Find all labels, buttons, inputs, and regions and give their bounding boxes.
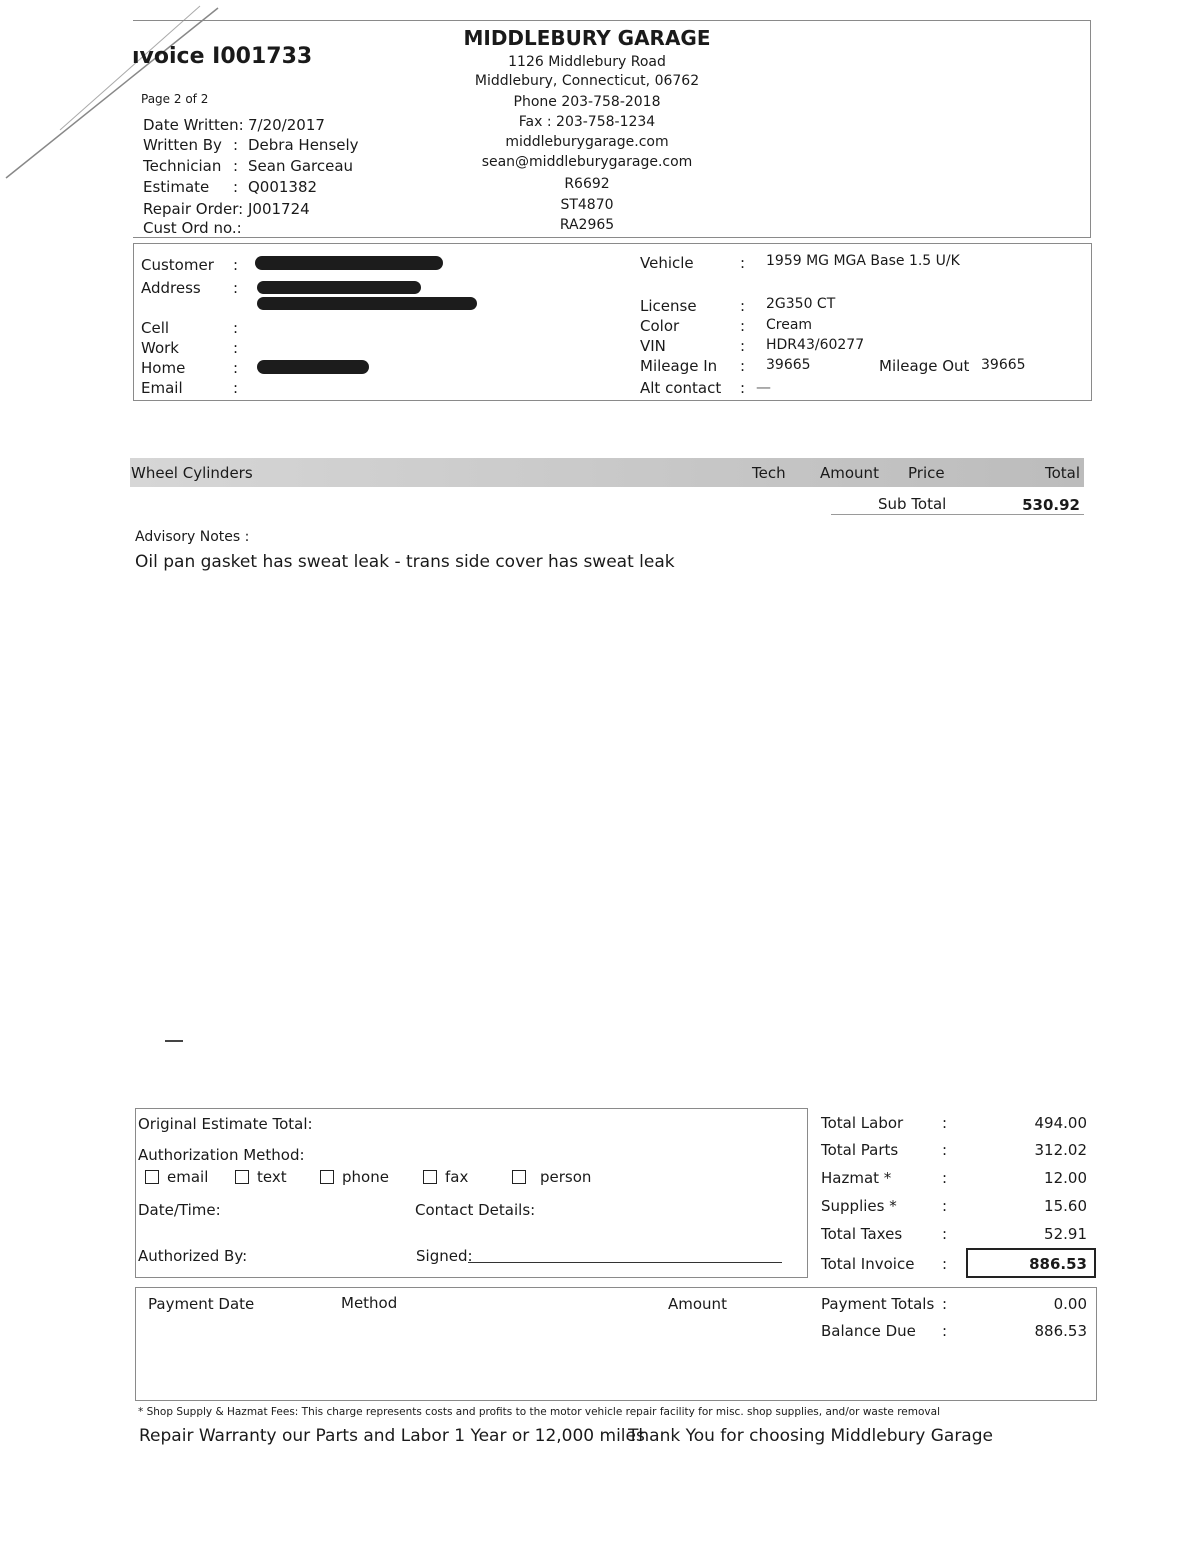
- fax-option-label: fax: [445, 1168, 469, 1186]
- work-sep: :: [233, 339, 239, 357]
- estimate-label: Estimate: [143, 178, 210, 196]
- subtotal-underline: [831, 514, 1084, 515]
- payment-box: [135, 1287, 1097, 1401]
- estimate-sep: :: [233, 178, 239, 196]
- alt-contact-value: —: [756, 378, 771, 396]
- total-invoice-label: Total Invoice: [821, 1255, 915, 1273]
- color-label: Color: [640, 317, 680, 335]
- email-sep: :: [233, 379, 239, 397]
- total-invoice-sep: :: [942, 1255, 948, 1273]
- home-sep: :: [233, 359, 239, 377]
- written-by-label: Written By: [143, 136, 222, 154]
- total-labor-label: Total Labor: [821, 1114, 904, 1132]
- total-labor-value: 494.00: [1034, 1114, 1087, 1132]
- address-sep: :: [233, 279, 239, 297]
- supplies-label: Supplies *: [821, 1197, 897, 1215]
- subtotal-label: Sub Total: [878, 495, 947, 513]
- vehicle-label: Vehicle: [640, 254, 694, 272]
- address-label: Address: [141, 279, 201, 297]
- license-sep: :: [740, 297, 746, 315]
- supplies-value: 15.60: [1044, 1197, 1087, 1215]
- datetime-label: Date/Time:: [138, 1201, 221, 1219]
- repair-order-value: J001724: [248, 200, 310, 218]
- total-labor-sep: :: [942, 1114, 948, 1132]
- total-invoice-value: 886.53: [1029, 1255, 1087, 1273]
- garage-name: MIDDLEBURY GARAGE: [463, 26, 711, 50]
- balance-due-value: 886.53: [1034, 1322, 1087, 1340]
- license-label: License: [640, 297, 697, 315]
- thank-you-text: Thank You for choosing Middlebury Garage: [628, 1426, 993, 1446]
- customer-label: Customer: [141, 256, 214, 274]
- technician-sep: :: [233, 157, 239, 175]
- total-parts-value: 312.02: [1034, 1141, 1087, 1159]
- address-line1-redacted: [257, 281, 421, 294]
- garage-email: sean@middleburygarage.com: [481, 154, 693, 170]
- mileage-out-value: 39665: [981, 357, 1026, 373]
- mileage-out-label: Mileage Out: [879, 357, 970, 375]
- vin-label: VIN: [640, 337, 666, 355]
- payment-totals-sep: :: [942, 1295, 948, 1313]
- written-by-sep: :: [233, 136, 239, 154]
- garage-address1: 1126 Middlebury Road: [508, 54, 666, 70]
- supplies-sep: :: [942, 1197, 948, 1215]
- auth-method-email[interactable]: [145, 1168, 208, 1186]
- warranty-text: Repair Warranty our Parts and Labor 1 Year or 12,000 miles: [139, 1426, 645, 1446]
- mileage-in-value: 39665: [766, 357, 811, 373]
- cell-label: Cell: [141, 319, 170, 337]
- vehicle-value: 1959 MG MGA Base 1.5 U/K: [766, 253, 960, 269]
- vehicle-sep: :: [740, 254, 746, 272]
- auth-method-fax[interactable]: [423, 1168, 468, 1186]
- payment-date-header: Payment Date: [148, 1295, 255, 1313]
- email-label: Email: [141, 379, 183, 397]
- stray-mark: [165, 1040, 183, 1042]
- written-by-value: Debra Hensely: [248, 136, 359, 154]
- contact-details-label: Contact Details:: [415, 1201, 536, 1219]
- signed-label: Signed:: [416, 1247, 473, 1265]
- mileage-in-sep: :: [740, 357, 746, 375]
- person-option-label: person: [540, 1168, 592, 1186]
- balance-due-sep: :: [942, 1322, 948, 1340]
- garage-phone: Phone 203-758-2018: [513, 94, 661, 110]
- technician-value: Sean Garceau: [248, 157, 354, 175]
- phone-option-label: phone: [342, 1168, 389, 1186]
- garage-address2: Middlebury, Connecticut, 06762: [474, 73, 700, 89]
- payment-method-header: Method: [341, 1294, 398, 1312]
- phone-checkbox[interactable]: [320, 1170, 334, 1184]
- home-label: Home: [141, 359, 186, 377]
- job-col-amount: Amount: [820, 464, 879, 482]
- fee-note: * Shop Supply & Hazmat Fees: This charge represents costs and profits to the motor vehicle repair facility for misc. shop supplies, and/or waste removal: [138, 1406, 940, 1418]
- signature-line[interactable]: [468, 1262, 782, 1263]
- address-line2-redacted: [257, 297, 477, 310]
- original-estimate-label: Original Estimate Total:: [138, 1115, 313, 1133]
- cell-sep: :: [233, 319, 239, 337]
- customer-sep: :: [233, 256, 239, 274]
- advisory-text: Oil pan gasket has sweat leak - trans side cover has sweat leak: [135, 552, 675, 572]
- estimate-value: Q001382: [248, 178, 318, 196]
- alt-contact-sep: :: [740, 379, 746, 397]
- color-value: Cream: [766, 317, 813, 333]
- auth-method-phone[interactable]: [320, 1168, 389, 1186]
- authorization-method-label: Authorization Method:: [138, 1146, 305, 1164]
- cust-ord-label: Cust Ord no.:: [143, 219, 242, 237]
- work-label: Work: [141, 339, 179, 357]
- invoice-title: ıvoice I001733: [132, 44, 313, 69]
- fax-checkbox[interactable]: [423, 1170, 437, 1184]
- email-checkbox[interactable]: [145, 1170, 159, 1184]
- home-phone-redacted: [257, 360, 369, 374]
- job-col-price: Price: [908, 464, 945, 482]
- hazmat-value: 12.00: [1044, 1169, 1087, 1187]
- payment-totals-value: 0.00: [1053, 1295, 1087, 1313]
- total-taxes-label: Total Taxes: [821, 1225, 903, 1243]
- garage-code-st: ST4870: [560, 197, 614, 213]
- auth-method-text[interactable]: [235, 1168, 287, 1186]
- total-parts-sep: :: [942, 1141, 948, 1159]
- payment-totals-label: Payment Totals: [821, 1295, 935, 1313]
- job-col-total: Total: [1044, 464, 1080, 482]
- text-checkbox[interactable]: [235, 1170, 249, 1184]
- balance-due-label: Balance Due: [821, 1322, 916, 1340]
- hazmat-label: Hazmat *: [821, 1169, 892, 1187]
- job-title: Wheel Cylinders: [131, 464, 253, 482]
- garage-web: middleburygarage.com: [505, 134, 669, 150]
- license-value: 2G350 CT: [766, 296, 836, 312]
- garage-fax: Fax : 203-758-1234: [518, 114, 656, 130]
- technician-label: Technician: [143, 157, 222, 175]
- page-indicator: Page 2 of 2: [141, 92, 209, 106]
- advisory-label: Advisory Notes :: [135, 529, 250, 545]
- authorized-by-label: Authorized By:: [138, 1247, 248, 1265]
- hazmat-sep: :: [942, 1169, 948, 1187]
- color-sep: :: [740, 317, 746, 335]
- job-col-tech: Tech: [752, 464, 786, 482]
- subtotal-value: 530.92: [1022, 496, 1080, 514]
- vin-sep: :: [740, 337, 746, 355]
- garage-code-ra: RA2965: [559, 217, 615, 233]
- garage-code-r: R6692: [564, 176, 610, 192]
- person-checkbox[interactable]: [512, 1170, 526, 1184]
- text-option-label: text: [257, 1168, 287, 1186]
- total-taxes-sep: :: [942, 1225, 948, 1243]
- customer-name-redacted: [255, 256, 443, 270]
- total-taxes-value: 52.91: [1044, 1225, 1087, 1243]
- alt-contact-label: Alt contact: [640, 379, 722, 397]
- auth-method-person[interactable]: [512, 1168, 591, 1186]
- total-parts-label: Total Parts: [821, 1141, 899, 1159]
- date-written-value: 7/20/2017: [248, 116, 325, 134]
- mileage-in-label: Mileage In: [640, 357, 718, 375]
- email-option-label: email: [167, 1168, 209, 1186]
- date-written-label: Date Written:: [143, 116, 244, 134]
- repair-order-label: Repair Order:: [143, 200, 244, 218]
- payment-amount-header: Amount: [668, 1295, 727, 1313]
- vin-value: HDR43/60277: [766, 337, 865, 353]
